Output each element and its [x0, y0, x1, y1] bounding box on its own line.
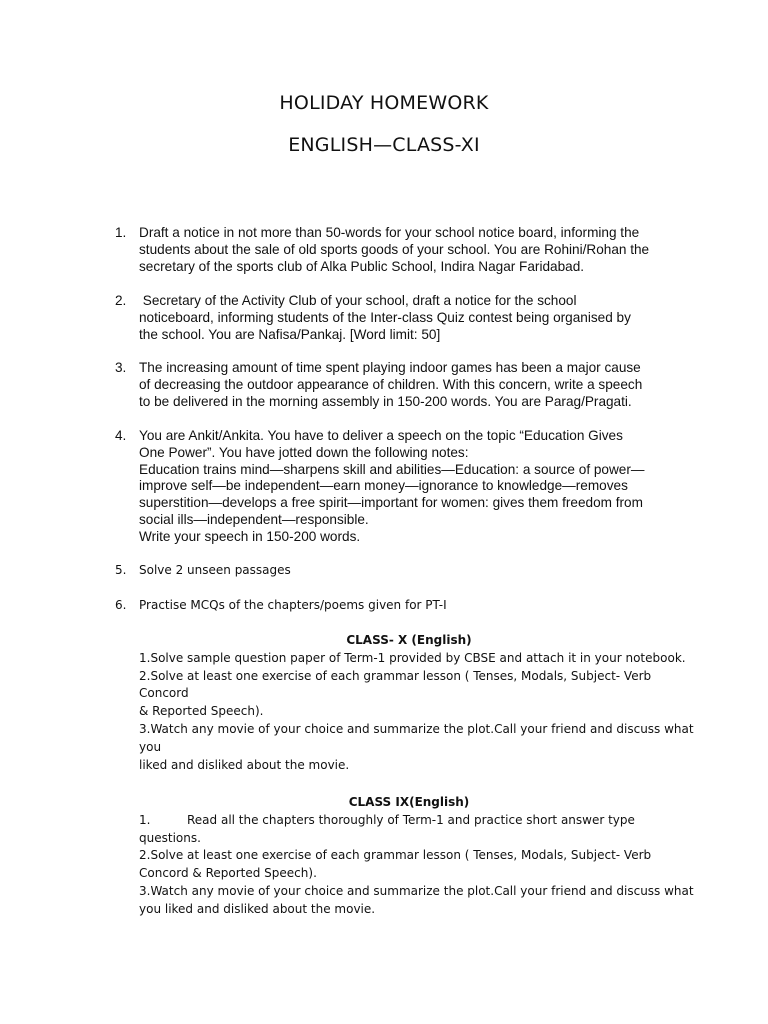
- question-line: noticeboard, informing students of the Inter-class Quiz contest being organised by: [139, 309, 631, 325]
- question-line: of decreasing the outdoor appearance of children. With this concern, write a speech: [139, 376, 643, 392]
- item-text: Read all the chapters thoroughly of Term-1 and practice short answer type: [187, 812, 635, 827]
- question-item: [115, 562, 680, 578]
- section-line: 1.Solve sample question paper of Term-1 provided by CBSE and attach it in your notebook.: [139, 650, 686, 665]
- question-number: 4.: [115, 428, 127, 443]
- question-line: One Power”. You have jotted down the following notes:: [139, 444, 469, 460]
- question-line: You are Ankit/Ankita. You have to deliver a speech on the topic “Education Gives: [139, 428, 623, 443]
- section-line: questions.: [139, 830, 201, 845]
- section-line: Concord & Reported Speech).: [139, 866, 317, 881]
- question-line: improve self—be independent—earn money—ignorance to knowledge—removes: [139, 478, 628, 494]
- question-line: Draft a notice in not more than 50-words for your school notice board, informing the: [139, 225, 640, 240]
- question-number: 2.: [115, 293, 127, 308]
- question-line: Write your speech in 150-200 words.: [139, 528, 361, 544]
- section-heading: CLASS- X (English): [346, 633, 472, 647]
- question-line: The increasing amount of time spent playing indoor games has been a major cause: [139, 360, 641, 375]
- question-number: 6.: [115, 598, 127, 612]
- section-line: you liked and disliked about the movie.: [139, 901, 376, 916]
- section-line: 3.Watch any movie of your choice and summarize the plot.Call your friend and discuss what: [139, 883, 694, 898]
- document-subtitle: ENGLISH—CLASS-XI: [288, 134, 480, 156]
- item-number: 1.: [139, 812, 151, 827]
- section-line: liked and disliked about the movie.: [139, 757, 350, 772]
- question-item: [115, 597, 680, 613]
- question-line: students about the sale of old sports goods of your school. You are Rohini/Rohan the: [139, 241, 650, 257]
- question-line: the school. You are Nafisa/Pankaj. [Word limit: 50]: [139, 326, 441, 342]
- section-line: 2.Solve at least one exercise of each grammar lesson ( Tenses, Modals, Subject- Verb: [139, 668, 652, 683]
- section-line: [139, 812, 679, 830]
- section-line: 2.Solve at least one exercise of each grammar lesson ( Tenses, Modals, Subject- Verb: [139, 848, 652, 863]
- question-line: to be delivered in the morning assembly in 150-200 words. You are Parag/Pragati.: [139, 393, 632, 409]
- question-line: secretary of the sports club of Alka Public School, Indira Nagar Faridabad.: [139, 258, 585, 274]
- question-number: 1.: [115, 225, 127, 240]
- question-line: Education trains mind—sharpens skill and abilities—Education: a source of power—: [139, 461, 645, 477]
- question-item: [115, 293, 680, 343]
- question-line: superstition—develops a free spirit—important for women: gives them freedom from: [139, 495, 643, 511]
- question-item: [115, 360, 680, 410]
- section-line: & Reported Speech).: [139, 704, 264, 719]
- section-line: 3.Watch any movie of your choice and summarize the plot.Call your friend and discuss what: [139, 721, 694, 736]
- question-line: social ills—independent—responsible.: [139, 511, 369, 527]
- section-line: Concord: [139, 686, 189, 701]
- class-ix-section: [139, 794, 694, 919]
- question-line: Secretary of the Activity Club of your school, draft a notice for the school: [139, 293, 577, 308]
- question-item: [115, 428, 680, 546]
- question-number: 5.: [115, 563, 127, 577]
- question-number: 3.: [115, 360, 127, 375]
- question-item: [115, 225, 680, 275]
- question-line: Practise MCQs of the chapters/poems given for PT-I: [139, 598, 447, 612]
- section-heading: CLASS IX(English): [348, 795, 470, 809]
- question-line: Solve 2 unseen passages: [139, 563, 291, 577]
- document-title: HOLIDAY HOMEWORK: [279, 92, 489, 114]
- section-line: you: [139, 739, 162, 754]
- class-x-section: [139, 632, 694, 774]
